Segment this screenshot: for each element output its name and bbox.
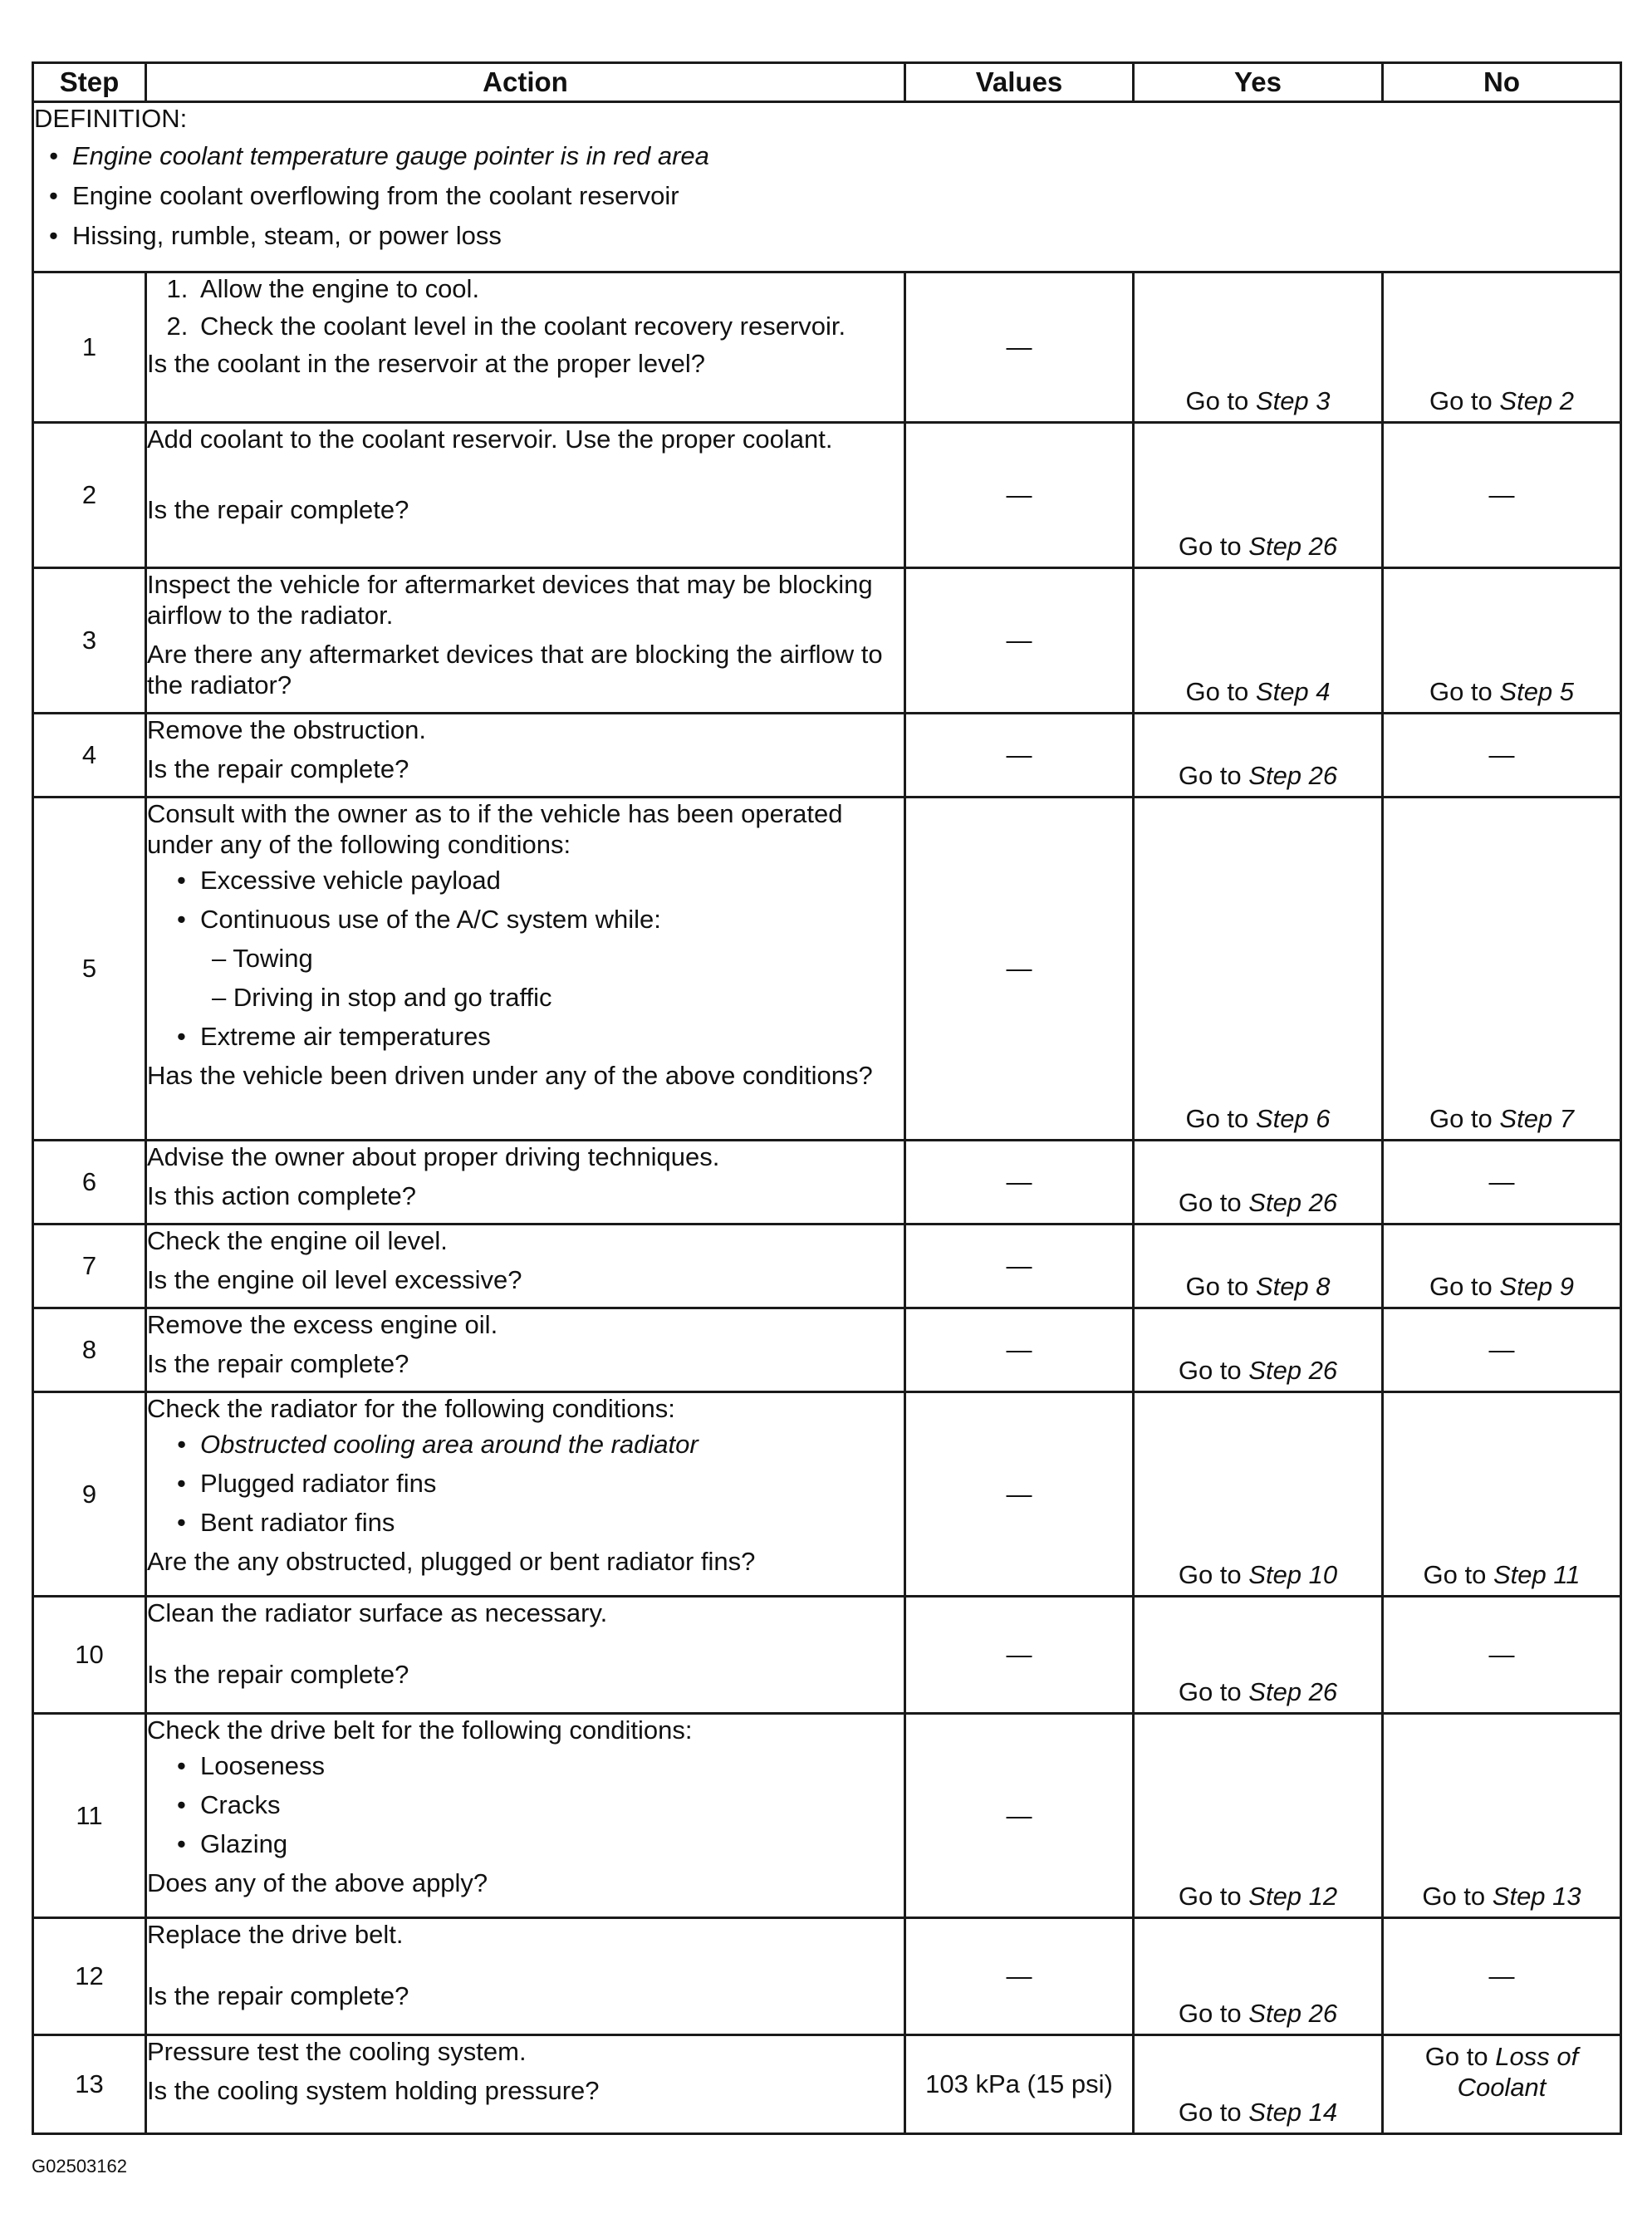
table-row [33,1918,1621,2035]
sub-condition-list [200,943,904,1013]
action-text: Check the drive belt for the following conditions: [147,1715,693,1745]
value-text: — [1006,1479,1032,1509]
table-row [33,2035,1621,2134]
condition-item: • Excessive vehicle payload [177,865,904,896]
condition-item: • Bent radiator fins [177,1507,904,1538]
yes-prefix: Go to [1185,1272,1249,1301]
step-number: 6 [33,1141,146,1225]
action-question: Does any of the above apply? [147,1868,488,1897]
value-cell [905,1225,1134,1308]
condition-item: • Glazing [177,1828,904,1859]
yes-cell [1134,1141,1383,1225]
no-cell [1383,1918,1621,2035]
no-cell [1383,568,1621,714]
yes-step-link[interactable]: Step 26 [1248,1188,1338,1217]
action-cell [146,1597,905,1714]
no-cell [1383,2035,1621,2134]
action-question: Has the vehicle been driven under any of the above conditions? [147,1061,873,1090]
no-text: — [1488,1167,1515,1196]
figure-id: G02503162 [32,2156,127,2177]
header-values: Values [905,63,1134,102]
action-question: Is the repair complete? [147,1349,409,1378]
value-cell [905,1392,1134,1597]
yes-cell [1134,272,1383,423]
value-cell [905,1308,1134,1392]
condition-list [147,1750,904,1859]
action-text: Pressure test the cooling system. [147,2037,527,2066]
action-cell [146,1225,905,1308]
yes-step-link[interactable]: Step 14 [1248,2098,1338,2127]
table-header-row [33,63,1621,102]
value-cell [905,1714,1134,1918]
yes-cell [1134,1392,1383,1597]
table-row [33,423,1621,568]
action-text: Advise the owner about proper driving techniques. [147,1142,720,1171]
yes-cell [1134,1308,1383,1392]
value-text: — [1006,1961,1032,1990]
yes-prefix: Go to [1185,677,1249,706]
no-step-link[interactable]: Step 9 [1499,1272,1575,1301]
action-text: Clean the radiator surface as necessary. [147,1598,608,1627]
action-cell [146,1918,905,2035]
action-cell [146,568,905,714]
no-text: — [1488,740,1515,769]
value-text: — [1006,1800,1032,1830]
action-cell [146,1141,905,1225]
condition-item: • Obstructed cooling area around the radiator [177,1429,904,1460]
action-cell [146,714,905,798]
yes-step-link[interactable]: Step 26 [1248,761,1338,790]
action-cell [146,423,905,568]
action-question: Is the repair complete? [147,754,409,783]
step-number: 5 [33,798,146,1141]
action-question: Is the repair complete? [147,495,409,524]
yes-cell [1134,423,1383,568]
yes-step-link[interactable]: Step 26 [1248,532,1338,561]
step-number: 10 [33,1597,146,1714]
table-row [33,272,1621,423]
yes-cell [1134,1225,1383,1308]
yes-prefix: Go to [1178,1677,1242,1706]
value-cell [905,714,1134,798]
yes-step-link[interactable]: Step 26 [1248,1356,1338,1385]
action-text: Remove the obstruction. [147,715,427,744]
yes-cell [1134,714,1383,798]
yes-cell [1134,1918,1383,2035]
step-number: 4 [33,714,146,798]
sub-condition-item: – Driving in stop and go traffic [212,983,552,1012]
action-question: Are there any aftermarket devices that are blocking the airflow to the radiator? [147,640,883,699]
no-prefix: Go to [1429,1272,1493,1301]
action-question: Is the coolant in the reservoir at the proper level? [147,349,706,378]
action-cell [146,272,905,423]
no-cell [1383,272,1621,423]
value-text: — [1006,480,1032,509]
yes-step-link[interactable]: Step 6 [1255,1104,1331,1133]
yes-step-link[interactable]: Step 10 [1248,1560,1338,1589]
table-row [33,1141,1621,1225]
action-text: Inspect the vehicle for aftermarket devices that may be blocking airflow to the radiator. [147,570,873,630]
no-prefix: Go to [1429,1104,1493,1133]
yes-cell [1134,1597,1383,1714]
yes-step-link[interactable]: Step 26 [1248,1677,1338,1706]
value-text: — [1006,1251,1032,1280]
value-cell [905,423,1134,568]
definition-item: • Hissing, rumble, steam, or power loss [49,220,1620,251]
no-prefix: Go to [1423,1560,1487,1589]
table-row [33,1225,1621,1308]
action-numbered-list [147,273,904,341]
action-substep-text: Check the coolant level in the coolant recovery reservoir. [200,312,846,341]
value-text: — [1006,740,1032,769]
no-step-link[interactable]: Step 7 [1499,1104,1575,1133]
action-text: Add coolant to the coolant reservoir. Use the proper coolant. [147,425,833,454]
definition-cell [33,102,1621,272]
yes-prefix: Go to [1178,1356,1242,1385]
no-text: — [1488,480,1515,509]
definition-list [34,140,1620,251]
no-text: — [1488,1640,1515,1669]
condition-item [177,904,904,1013]
action-substep: 1. Allow the engine to cool. [195,273,904,304]
action-text: Check the engine oil level. [147,1226,448,1255]
action-question: Is the cooling system holding pressure? [147,2076,600,2105]
value-cell [905,1597,1134,1714]
definition-row [33,102,1621,272]
value-text: — [1006,954,1032,983]
value-cell [905,2035,1134,2134]
action-question: Is the repair complete? [147,1981,409,2010]
yes-cell [1134,798,1383,1141]
header-step: Step [33,63,146,102]
condition-item: • Plugged radiator fins [177,1468,904,1499]
condition-item: • Extreme air temperatures [177,1021,904,1052]
action-cell [146,1308,905,1392]
table-row [33,714,1621,798]
yes-prefix: Go to [1185,1104,1249,1133]
step-number: 2 [33,423,146,568]
value-text: — [1006,1167,1032,1196]
table-row [33,1308,1621,1392]
action-text: Remove the excess engine oil. [147,1310,498,1339]
no-cell [1383,423,1621,568]
step-number: 1 [33,272,146,423]
value-text: — [1006,626,1032,655]
table-row [33,798,1621,1141]
no-step-link[interactable]: Step 2 [1499,386,1575,415]
action-text: Replace the drive belt. [147,1920,404,1949]
no-text: — [1488,1335,1515,1364]
yes-cell [1134,1714,1383,1918]
definition-item: • Engine coolant overflowing from the coolant reservoir [49,180,1620,211]
no-cell [1383,714,1621,798]
no-cell [1383,1308,1621,1392]
no-cell [1383,1597,1621,1714]
yes-step-link[interactable]: Step 8 [1255,1272,1331,1301]
no-procedure-link[interactable]: Loss of Coolant [1457,2042,1579,2102]
value-text: — [1006,332,1032,361]
yes-cell [1134,568,1383,714]
header-action: Action [146,63,905,102]
yes-step-link[interactable]: Step 12 [1248,1882,1338,1911]
value-cell [905,568,1134,714]
no-cell [1383,1141,1621,1225]
no-prefix: Go to [1429,386,1493,415]
step-number: 3 [33,568,146,714]
step-number: 7 [33,1225,146,1308]
no-cell [1383,1714,1621,1918]
no-prefix: Go to [1424,2042,1488,2071]
condition-item: • Looseness [177,1750,904,1781]
yes-step-link[interactable]: Step 26 [1248,1999,1338,2028]
step-number: 11 [33,1714,146,1918]
action-cell [146,1714,905,1918]
value-cell [905,1141,1134,1225]
value-cell [905,272,1134,423]
no-cell [1383,1392,1621,1597]
table-row [33,1597,1621,1714]
action-cell [146,798,905,1141]
condition-list [147,865,904,1052]
value-cell [905,798,1134,1141]
no-step-link[interactable]: Step 5 [1499,677,1575,706]
step-number: 8 [33,1308,146,1392]
action-text: Consult with the owner as to if the vehicle has been operated under any of the following conditions: [147,799,843,859]
condition-list [147,1429,904,1538]
action-cell [146,1392,905,1597]
step-number: 12 [33,1918,146,2035]
value-text: — [1006,1335,1032,1364]
action-question: Are the any obstructed, plugged or bent radiator fins? [147,1547,756,1576]
no-prefix: Go to [1422,1882,1486,1911]
step-number: 9 [33,1392,146,1597]
step-number: 13 [33,2035,146,2134]
action-question: Is the repair complete? [147,1660,409,1689]
yes-prefix: Go to [1178,532,1242,561]
no-prefix: Go to [1429,677,1493,706]
definition-label: DEFINITION: [34,104,188,133]
yes-prefix: Go to [1178,2098,1242,2127]
yes-step-link[interactable]: Step 3 [1255,386,1331,415]
yes-prefix: Go to [1178,1560,1242,1589]
table-row [33,1392,1621,1597]
yes-prefix: Go to [1185,386,1249,415]
value-text: 103 kPa (15 psi) [925,2069,1113,2098]
table-row [33,568,1621,714]
action-substep [195,311,904,341]
no-step-link[interactable]: Step 11 [1493,1560,1581,1589]
yes-step-link[interactable]: Step 4 [1255,677,1331,706]
no-step-link[interactable]: Step 13 [1492,1882,1581,1911]
action-cell [146,2035,905,2134]
no-text: — [1488,1961,1515,1990]
diagnostic-table [32,61,1622,2135]
no-cell [1383,798,1621,1141]
definition-item: • Engine coolant temperature gauge pointer is in red area [49,140,1620,171]
action-text: Check the radiator for the following conditions: [147,1394,675,1423]
yes-prefix: Go to [1178,761,1242,790]
condition-item: • Cracks [177,1789,904,1820]
header-yes: Yes [1134,63,1383,102]
value-text: — [1006,1640,1032,1669]
header-no: No [1383,63,1621,102]
no-cell [1383,1225,1621,1308]
action-question: Is this action complete? [147,1181,416,1210]
sub-condition-item: – Towing [212,944,313,973]
yes-prefix: Go to [1178,1188,1242,1217]
yes-cell [1134,2035,1383,2134]
value-cell [905,1918,1134,2035]
table-row [33,1714,1621,1918]
condition-text: Continuous use of the A/C system while: [200,905,661,934]
yes-prefix: Go to [1178,1999,1242,2028]
yes-prefix: Go to [1178,1882,1242,1911]
action-question: Is the engine oil level excessive? [147,1265,522,1294]
